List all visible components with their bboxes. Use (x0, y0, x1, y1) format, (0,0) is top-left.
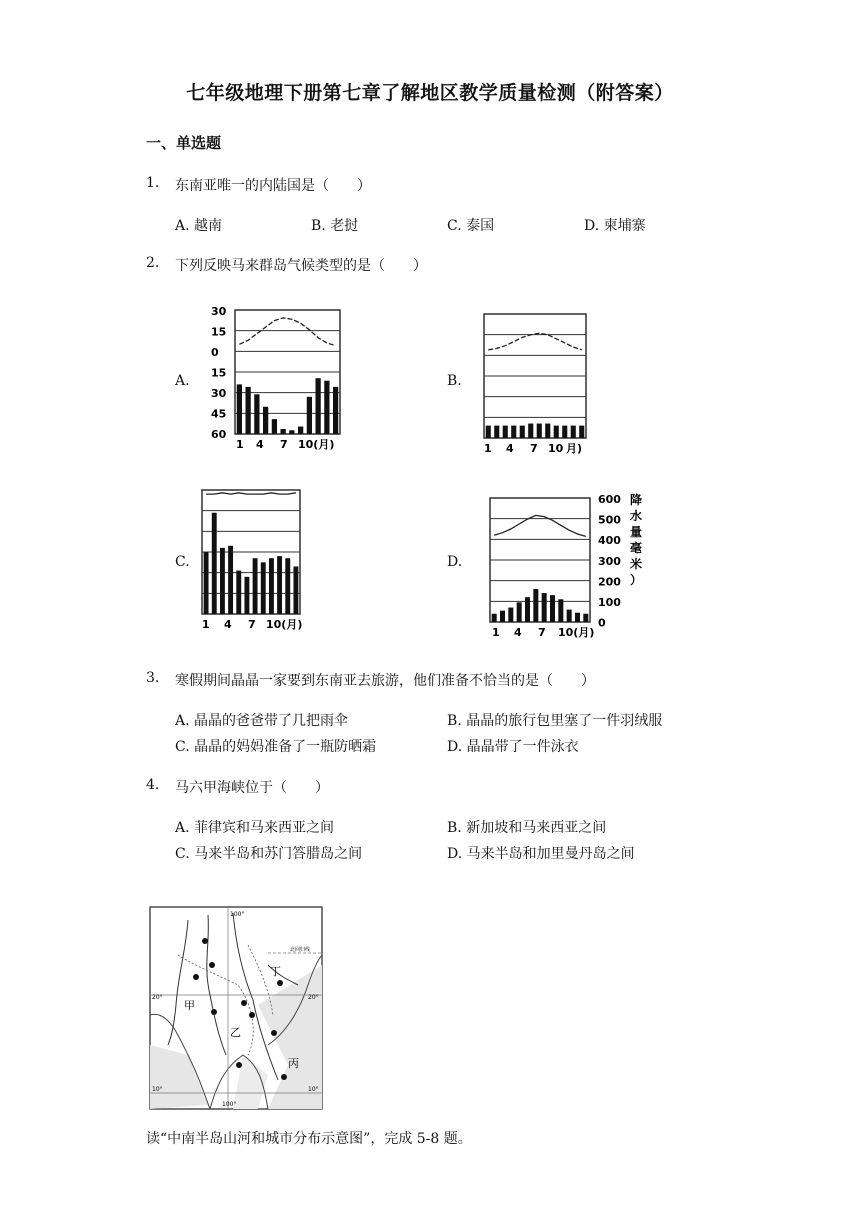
y-tick-label: 200 (598, 575, 621, 589)
y-tick-label: 0 (598, 616, 606, 630)
precip-bar (492, 614, 497, 622)
precip-bar (528, 424, 533, 438)
precip-bar (517, 602, 522, 622)
precip-bar (293, 566, 298, 614)
y-tick-label: 400 (598, 534, 621, 548)
climate-chart-c[interactable] (196, 486, 326, 636)
x-tick-label: 1 (202, 618, 210, 631)
option-d[interactable]: D. 晶晶带了一件泳衣 (447, 739, 579, 755)
precip-bar (246, 387, 251, 434)
question-text: 马六甲海峡位于（ ） (175, 780, 329, 796)
x-tick-label: 4 (224, 618, 232, 631)
degree-label: 10° (152, 1086, 163, 1093)
climate-chart-b[interactable] (478, 308, 608, 460)
option-d-label[interactable]: D. (447, 554, 463, 570)
axis-label-char: 降 (630, 493, 643, 507)
precip-bar (508, 608, 513, 622)
map-caption: 读“中南半岛山河和城市分布示意图”，完成 5-8 题。 (146, 1131, 472, 1147)
temperature-curve (239, 318, 335, 346)
question-text: 东南亚唯一的内陆国是（ ） (175, 178, 371, 194)
option-b[interactable]: B. 晶晶的旅行包里塞了一件羽绒服 (447, 713, 663, 729)
precip-bar (261, 562, 266, 614)
x-tick-label: 4 (256, 438, 264, 451)
x-tick-label: 10(月) (558, 626, 595, 639)
climate-chart-d[interactable] (486, 490, 656, 640)
x-tick-label: 10 (548, 442, 564, 455)
y-tick-label: 15 (211, 325, 227, 339)
precip-bar (542, 593, 547, 622)
precip-bar (212, 513, 217, 614)
option-b-label[interactable]: B. (447, 373, 462, 389)
precip-bar (550, 595, 555, 622)
precip-bar (285, 558, 290, 614)
precip-bar (307, 397, 312, 434)
precip-bar (571, 426, 576, 438)
x-tick-label: 10(月) (298, 438, 335, 451)
indochina-map[interactable] (148, 905, 324, 1111)
precip-bar (583, 614, 588, 622)
precip-bar (579, 426, 584, 438)
precip-bar (575, 613, 580, 622)
x-tick-label: 1 (492, 626, 500, 639)
map-label-bing: 丙 (288, 1057, 299, 1070)
precip-bar (494, 426, 499, 438)
precip-bar (281, 429, 286, 434)
option-a-label[interactable]: A. (175, 373, 190, 389)
precip-bar (333, 387, 338, 434)
option-c-label[interactable]: C. (175, 554, 190, 570)
precip-bar (525, 597, 530, 622)
degree-label: 100° (230, 911, 245, 918)
precip-bar (263, 407, 268, 434)
city-dot (209, 962, 215, 968)
option-c[interactable]: C. 马来半岛和苏门答腊岛之间 (175, 846, 363, 862)
question-number: 2. (146, 255, 160, 271)
map-label-yi: 乙 (230, 1026, 241, 1039)
option-a[interactable]: A. 菲律宾和马来西亚之间 (175, 820, 335, 836)
precip-bar (558, 599, 563, 622)
temperature-curve (206, 493, 296, 494)
city-dot (271, 1030, 277, 1036)
y-tick-label: 45 (211, 407, 227, 421)
precip-bar (567, 610, 572, 622)
precip-bar (533, 589, 538, 622)
precip-bar (562, 426, 567, 438)
city-dot (249, 1012, 255, 1018)
city-dot (202, 938, 208, 944)
question-text: 下列反映马来群岛气候类型的是（ ） (175, 258, 427, 274)
question-number: 1. (146, 175, 160, 191)
x-tick-label: 7 (530, 442, 538, 455)
option-c[interactable]: C. 晶晶的妈妈准备了一瓶防晒霜 (175, 739, 377, 755)
x-tick-label: 1 (484, 442, 492, 455)
y-tick-label: 600 (598, 493, 621, 506)
city-dot (281, 1074, 287, 1080)
x-tick-label: 4 (514, 626, 522, 639)
precip-bar (520, 426, 525, 438)
degree-label: 10° (308, 1086, 319, 1093)
x-tick-label: 月) (566, 442, 583, 455)
option-b[interactable]: B. 新加坡和马来西亚之间 (447, 820, 607, 836)
precip-bar (277, 556, 282, 614)
precip-bar (486, 426, 491, 438)
city-dot (193, 974, 199, 980)
page-title: 七年级地理下册第七章了解地区教学质量检测（附答案） (186, 82, 674, 104)
precip-bar (316, 378, 321, 434)
option-a[interactable]: A. 晶晶的爸爸带了几把雨伞 (175, 713, 349, 729)
x-tick-label: 7 (280, 438, 288, 451)
axis-label-char: 水 (630, 509, 643, 523)
precip-bar (254, 394, 259, 434)
city-dot (236, 1062, 242, 1068)
precip-bar (324, 381, 329, 434)
city-dot (277, 980, 283, 986)
y-tick-label: 500 (598, 513, 621, 527)
option-d[interactable]: D. 马来半岛和加里曼丹岛之间 (447, 846, 635, 862)
city-dot (211, 1009, 217, 1015)
city-dot (241, 1000, 247, 1006)
precip-bar (269, 558, 274, 614)
degree-label: 20° (152, 994, 163, 1001)
y-tick-label: 0 (211, 346, 219, 359)
option-c[interactable]: C. 泰国 (447, 218, 495, 234)
precip-bar (204, 552, 209, 614)
y-tick-label: 30 (211, 387, 227, 400)
question-text: 寒假期间晶晶一家要到东南亚去旅游，他们准备不恰当的是（ ） (175, 673, 595, 689)
precip-bar (511, 426, 516, 438)
climate-chart-a[interactable] (208, 302, 358, 452)
map-label-jia: 甲 (184, 999, 195, 1012)
y-tick-label: 60 (211, 428, 227, 441)
precip-bar (228, 546, 233, 614)
precip-bar (503, 426, 508, 438)
precip-bar (253, 558, 258, 614)
option-b[interactable]: B. 老挝 (311, 218, 359, 234)
axis-label-char: 毫 (630, 541, 643, 555)
question-number: 4. (146, 777, 160, 793)
precip-bar (272, 419, 277, 434)
degree-label: 100° (222, 1101, 237, 1108)
map-label-ding: 丁 (270, 965, 281, 978)
precip-bar (237, 384, 242, 434)
x-tick-label: 7 (248, 618, 256, 631)
x-tick-label: 4 (506, 442, 514, 455)
degree-label: 20° (308, 994, 319, 1001)
temperature-curve (488, 333, 582, 350)
axis-label-char: 量 (630, 525, 643, 539)
precip-bar (500, 611, 505, 622)
y-tick-label: 30 (211, 305, 227, 318)
x-tick-label: 1 (236, 438, 244, 451)
axis-label-char: ） (630, 573, 643, 587)
tropic-label: 北回归线 (290, 947, 311, 953)
precip-bar (545, 424, 550, 438)
precip-bar (244, 577, 249, 614)
x-tick-label: 10(月) (266, 618, 303, 631)
precip-bar (554, 426, 559, 438)
question-number: 3. (146, 670, 160, 686)
y-tick-label: 300 (598, 554, 621, 568)
axis-label-char: 米 (630, 557, 643, 571)
y-tick-label: 100 (598, 596, 621, 609)
option-a[interactable]: A. 越南 (175, 218, 223, 234)
x-tick-label: 7 (538, 626, 546, 639)
y-tick-label: 15 (211, 366, 227, 380)
section-heading: 一、单选题 (146, 134, 222, 152)
precip-bar (220, 548, 225, 614)
precip-bar (298, 427, 303, 434)
precip-bar (289, 430, 294, 434)
option-d[interactable]: D. 柬埔寨 (584, 218, 646, 234)
precip-bar (537, 424, 542, 438)
precip-bar (236, 571, 241, 614)
